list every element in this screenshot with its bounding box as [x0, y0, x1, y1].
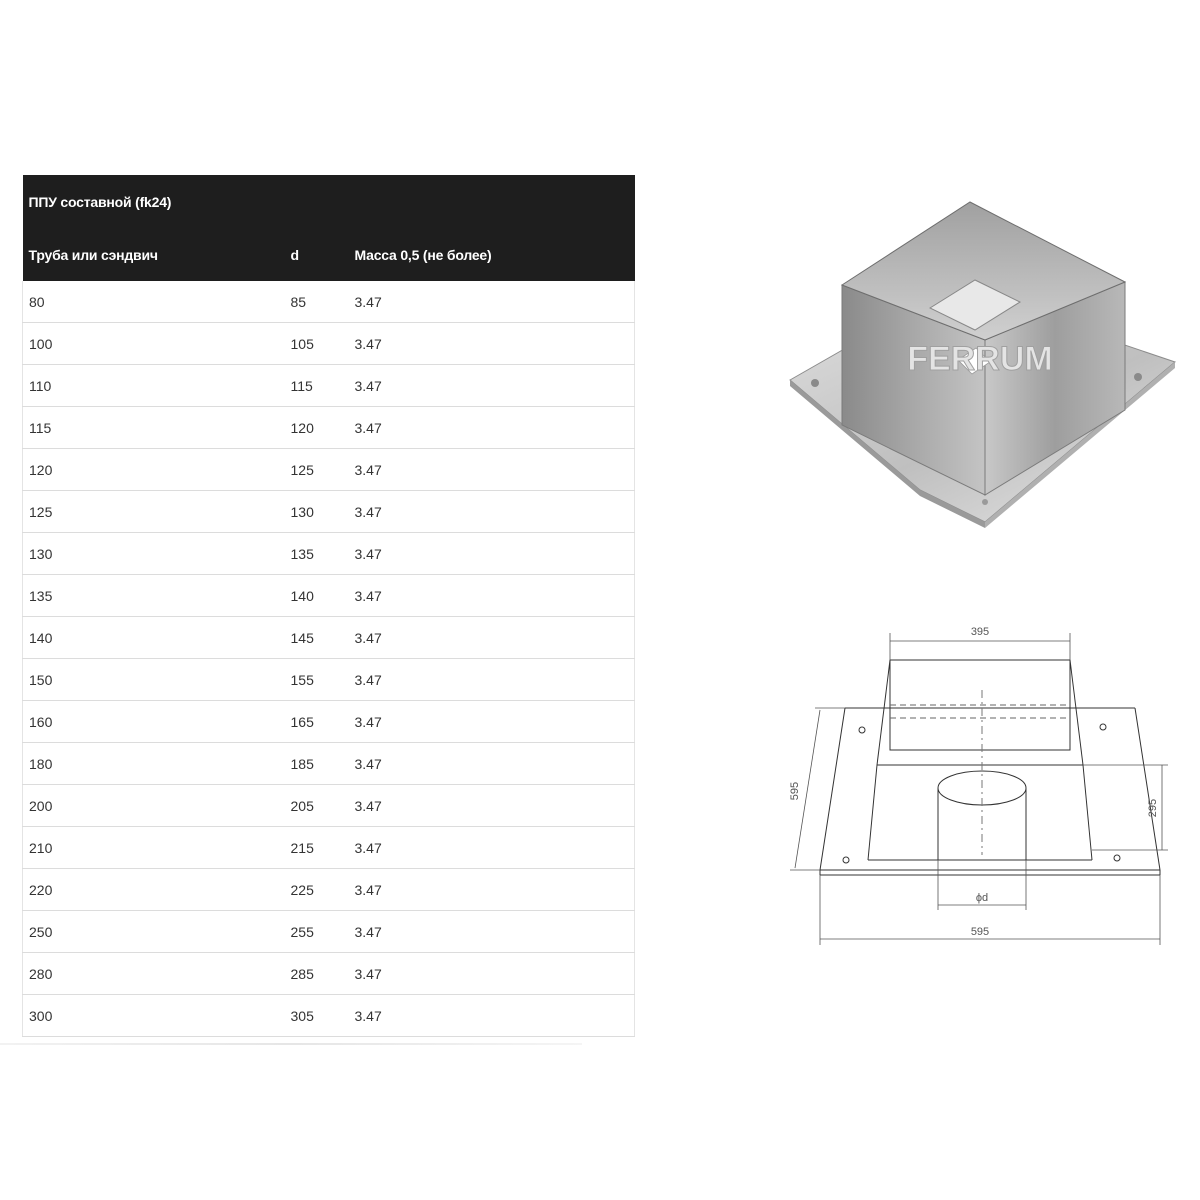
cell-pipe: 280 — [23, 953, 285, 995]
dim-pipe-label: ϕd — [975, 892, 989, 904]
cell-mass: 3.47 — [349, 617, 635, 659]
cell-mass: 3.47 — [349, 659, 635, 701]
cell-pipe: 130 — [23, 533, 285, 575]
bolt-hole — [843, 857, 849, 863]
cell-pipe: 100 — [23, 323, 285, 365]
dim-left-label: 595 — [789, 781, 801, 801]
table-row — [23, 701, 635, 743]
cell-d: 305 — [285, 995, 349, 1037]
cell-mass: 3.47 — [349, 701, 635, 743]
cell-d: 225 — [285, 869, 349, 911]
cell-mass: 3.47 — [349, 953, 635, 995]
cell-pipe: 250 — [23, 911, 285, 953]
bolt-hole — [982, 499, 988, 505]
cell-mass: 3.47 — [349, 575, 635, 617]
cell-d: 165 — [285, 701, 349, 743]
cell-mass: 3.47 — [349, 533, 635, 575]
technical-drawing — [770, 605, 1180, 955]
table-body — [23, 281, 635, 1037]
cell-pipe: 110 — [23, 365, 285, 407]
cell-d: 285 — [285, 953, 349, 995]
dim-right-label: 295 — [1147, 798, 1159, 818]
cell-mass: 3.47 — [349, 995, 635, 1037]
cell-mass: 3.47 — [349, 743, 635, 785]
cell-d: 145 — [285, 617, 349, 659]
cell-mass: 3.47 — [349, 323, 635, 365]
cell-pipe: 80 — [23, 281, 285, 323]
cell-mass: 3.47 — [349, 911, 635, 953]
cell-d: 105 — [285, 323, 349, 365]
table-row — [23, 659, 635, 701]
table-row — [23, 407, 635, 449]
cell-mass: 3.47 — [349, 785, 635, 827]
cell-pipe: 125 — [23, 491, 285, 533]
header-mass: Масса 0,5 (не более) — [349, 228, 635, 281]
cell-d: 125 — [285, 449, 349, 491]
table-row — [23, 491, 635, 533]
table-row — [23, 449, 635, 491]
cell-d: 255 — [285, 911, 349, 953]
collar-outline — [868, 660, 1092, 860]
table-bottom-shadow — [0, 1043, 582, 1045]
watermark: FERRUM — [907, 340, 1053, 378]
dim-bottom-label: 595 — [970, 926, 990, 938]
cell-pipe: 300 — [23, 995, 285, 1037]
cell-mass: 3.47 — [349, 281, 635, 323]
cell-mass: 3.47 — [349, 407, 635, 449]
cell-d: 205 — [285, 785, 349, 827]
table-row — [23, 827, 635, 869]
table-row — [23, 533, 635, 575]
cell-mass: 3.47 — [349, 869, 635, 911]
cell-d: 140 — [285, 575, 349, 617]
header-d: d — [285, 228, 349, 281]
table-row — [23, 575, 635, 617]
spec-table — [22, 175, 635, 1037]
table-row — [23, 995, 635, 1037]
cell-pipe: 150 — [23, 659, 285, 701]
table-row — [23, 281, 635, 323]
cell-pipe: 160 — [23, 701, 285, 743]
pipe-outline — [938, 690, 1026, 860]
table-header-row — [23, 228, 635, 281]
table-row — [23, 785, 635, 827]
cell-d: 135 — [285, 533, 349, 575]
cell-pipe: 140 — [23, 617, 285, 659]
table-row — [23, 743, 635, 785]
cell-d: 185 — [285, 743, 349, 785]
bolt-hole — [1100, 724, 1106, 730]
table-row — [23, 911, 635, 953]
table-row — [23, 953, 635, 995]
cell-mass: 3.47 — [349, 365, 635, 407]
table-row — [23, 869, 635, 911]
bolt-hole — [1134, 373, 1142, 381]
product-photo — [780, 190, 1180, 530]
table-row — [23, 323, 635, 365]
cell-mass: 3.47 — [349, 491, 635, 533]
cell-d: 85 — [285, 281, 349, 323]
cell-pipe: 135 — [23, 575, 285, 617]
table-row — [23, 365, 635, 407]
cell-pipe: 120 — [23, 449, 285, 491]
bolt-hole — [859, 727, 865, 733]
cell-mass: 3.47 — [349, 449, 635, 491]
cell-pipe: 115 — [23, 407, 285, 449]
table-title: ППУ составной (fk24) — [23, 175, 635, 228]
cell-mass: 3.47 — [349, 827, 635, 869]
cell-d: 215 — [285, 827, 349, 869]
table-row — [23, 617, 635, 659]
bolt-hole — [811, 379, 819, 387]
cell-pipe: 220 — [23, 869, 285, 911]
cell-d: 120 — [285, 407, 349, 449]
cell-d: 130 — [285, 491, 349, 533]
cell-d: 155 — [285, 659, 349, 701]
dim-top-label: 395 — [970, 626, 990, 638]
cell-pipe: 210 — [23, 827, 285, 869]
table-title-row — [23, 175, 635, 228]
header-pipe: Труба или сэндвич — [23, 228, 285, 281]
cell-pipe: 180 — [23, 743, 285, 785]
bolt-hole — [1114, 855, 1120, 861]
cell-pipe: 200 — [23, 785, 285, 827]
cell-d: 115 — [285, 365, 349, 407]
